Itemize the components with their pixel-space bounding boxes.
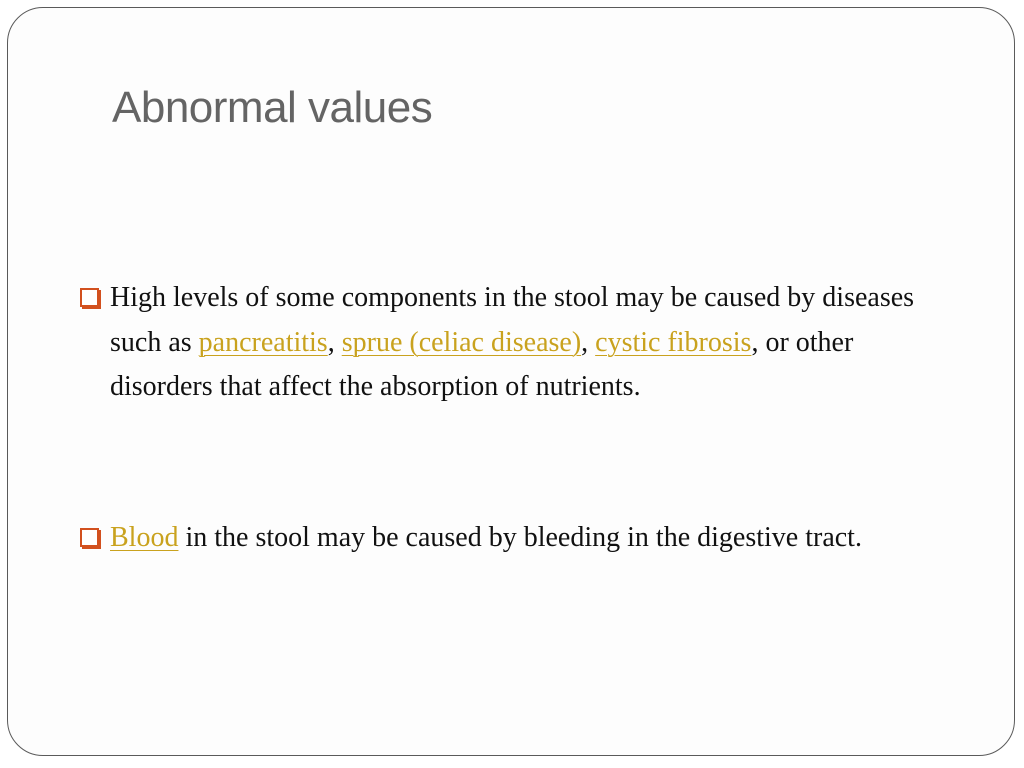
bullet-text bbox=[110, 516, 930, 561]
link-sprue[interactable]: sprue (celiac disease) bbox=[341, 326, 582, 358]
link-cystic-fibrosis[interactable]: cystic fibrosis bbox=[595, 326, 752, 358]
bullet-item bbox=[80, 516, 930, 561]
bullet-item bbox=[80, 276, 930, 410]
text-segment: High levels of some components in the stool may be caused by diseases such as bbox=[110, 282, 915, 358]
link-pancreatitis[interactable]: pancreatitis bbox=[198, 326, 328, 358]
checkbox-square-icon bbox=[80, 288, 99, 307]
text-segment: , bbox=[581, 326, 596, 358]
bullet-text bbox=[110, 276, 930, 410]
text-segment: , or other disorders that affect the absorption of nutrients. bbox=[110, 326, 854, 402]
text-segment: , bbox=[327, 326, 342, 358]
checkbox-square-icon bbox=[80, 528, 99, 547]
link-blood[interactable]: Blood bbox=[110, 522, 179, 553]
slide-title: Abnormal values bbox=[112, 83, 433, 132]
text-segment: in the stool may be caused by bleeding in the digestive tract. bbox=[178, 522, 862, 553]
